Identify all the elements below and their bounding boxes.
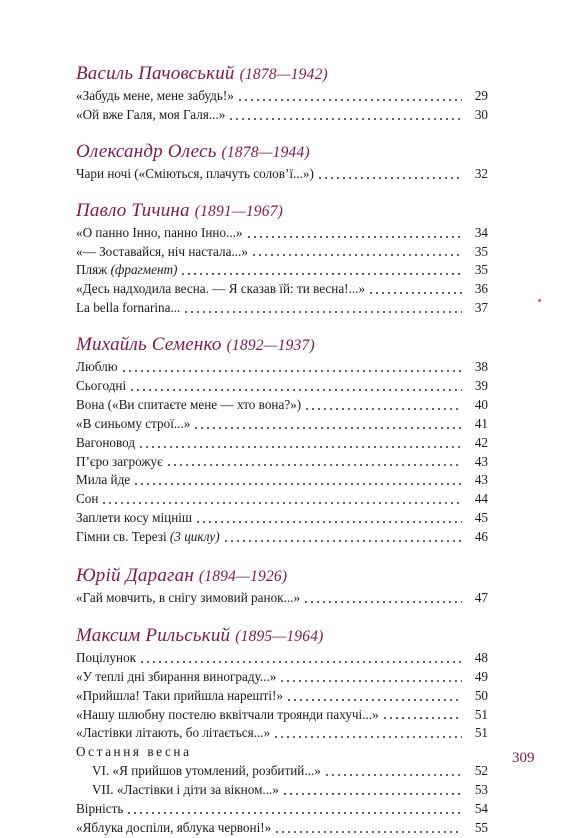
dot-leader: [121, 358, 462, 373]
entry-title-text: «Десь надходила весна. — Я сказав їй: ти весна!...»: [76, 281, 366, 297]
entry-title-text: La bella fornarina...: [76, 300, 181, 316]
dot-leader: [183, 299, 462, 314]
entry-title: [76, 800, 123, 819]
entry-title-text: «Прийшла! Таки прийшла нарешті!»: [76, 687, 284, 703]
entry-title: [76, 358, 118, 377]
entry-page-number: 35: [474, 262, 488, 278]
author-section: [76, 62, 488, 125]
entry-page-number: 32: [474, 165, 488, 181]
dot-leader: [223, 528, 462, 543]
entry-page-number: 48: [474, 649, 488, 665]
entry-title-text: «В синьому строї...»: [76, 415, 191, 431]
entry-page-number: 39: [474, 378, 488, 393]
entry-page-number: 40: [474, 396, 488, 412]
entry-page-number: 43: [474, 453, 488, 469]
entry-title-text: «Нашу шлюбну постелю вквітчали троянди пахучі...»: [76, 706, 379, 722]
entry-title: [76, 687, 283, 706]
entry-title-text: «Гай мовчить, в снігу зимовий ранок...»: [76, 590, 301, 606]
toc-entry[interactable]: [76, 87, 488, 106]
dot-leader: [126, 800, 462, 815]
author-section: [76, 140, 488, 184]
entry-title: [76, 471, 130, 490]
entry-title: [76, 528, 220, 547]
dot-leader: [286, 687, 462, 702]
author-name: Максим Рильський: [76, 624, 231, 646]
entry-title-note: (фрагмент): [107, 262, 178, 278]
dot-leader: [166, 452, 462, 467]
entry-title-text: Поцілунок: [76, 649, 137, 665]
toc-entry[interactable]: [76, 243, 488, 262]
entry-title: [76, 649, 136, 668]
dot-leader: [129, 377, 462, 392]
author-name: Михайль Семенко: [76, 334, 222, 356]
author-years: (1894—1926): [198, 568, 288, 586]
author-heading: [76, 333, 488, 358]
author-years: (1895—1964): [235, 627, 324, 645]
author-name: Василь Пачовський: [76, 63, 235, 84]
dot-leader: [228, 106, 462, 121]
author-heading: [76, 62, 488, 87]
toc-entry[interactable]: [76, 299, 488, 318]
entry-title-text: «Яблука доспіли, яблука червоні!»: [76, 819, 272, 835]
toc-entry[interactable]: [76, 396, 488, 415]
author-heading: [76, 199, 488, 224]
dot-leader: [195, 509, 462, 524]
entry-title: [76, 280, 365, 299]
dot-leader: [237, 87, 462, 102]
entry-page-number: 45: [474, 510, 488, 526]
entry-title-text: Сон: [76, 491, 99, 507]
author-heading: [76, 624, 488, 649]
entry-title: [76, 165, 314, 184]
entry-title: [76, 509, 192, 528]
entry-page-number: 49: [474, 668, 488, 684]
dot-leader: [317, 165, 462, 180]
entry-title: [92, 762, 321, 781]
entry-page-number: 54: [474, 801, 488, 817]
entry-title: [76, 819, 271, 838]
entry-title: [92, 781, 279, 800]
entry-title: [76, 724, 270, 743]
toc-entry[interactable]: [76, 668, 488, 687]
toc-entry[interactable]: [76, 589, 488, 608]
entry-title-text: «У теплі дні збирання винограду...»: [76, 668, 277, 684]
toc-entry[interactable]: [76, 453, 488, 472]
toc-entry[interactable]: [76, 649, 488, 668]
toc-entry[interactable]: [76, 261, 488, 280]
entry-title-text: Чари ночі («Сміються, плачуть солов’ї...»): [76, 165, 314, 181]
dot-leader: [133, 471, 462, 486]
toc-entry[interactable]: [76, 471, 488, 490]
entry-title-text: Пляж: [76, 262, 108, 278]
entry-title: [76, 377, 126, 396]
entry-title-text: Вагоновод: [76, 434, 136, 450]
entry-title: [76, 589, 300, 608]
entry-title-text: Мила йде: [76, 472, 131, 488]
entry-page-number: 36: [474, 281, 488, 297]
entry-page-number: 43: [474, 472, 488, 488]
entry-title: [76, 434, 135, 453]
author-years: (1878—1942): [239, 66, 328, 83]
entry-title-text: «Ластівки літають, бо літається...»: [76, 725, 271, 741]
entry-title-text: VI. «Я прийшов утомлений, розбитий...»: [92, 763, 321, 779]
entry-title-text: П’єро загрожує: [76, 453, 163, 469]
toc-entry[interactable]: [76, 106, 488, 125]
toc-entry[interactable]: [76, 415, 488, 434]
dot-leader: [101, 490, 462, 505]
entry-title: [76, 453, 163, 472]
entry-title: [76, 396, 301, 415]
toc-entry[interactable]: [76, 358, 488, 377]
dot-leader: [368, 280, 462, 295]
entry-title-note: (3 циклу): [166, 529, 220, 545]
author-years: (1891—1967): [194, 202, 284, 220]
toc-entry[interactable]: [76, 377, 488, 396]
entry-title-text: «Забудь мене, мене забудь!»: [76, 87, 234, 103]
toc-entry[interactable]: [76, 819, 488, 838]
author-heading: [76, 564, 488, 589]
entry-page-number: 47: [474, 590, 488, 606]
entry-page-number: 50: [474, 687, 488, 703]
author-heading: [76, 140, 488, 165]
dot-leader: [246, 224, 462, 239]
author-name: Юрій Дараган: [76, 565, 194, 587]
author-section: [76, 564, 488, 608]
author-years: (1892—1937): [226, 337, 315, 355]
dot-leader: [274, 819, 462, 834]
toc-entry[interactable]: [76, 165, 488, 184]
entry-title: [76, 299, 180, 318]
entry-title-text: Сьогодні: [76, 378, 127, 393]
entry-title-text: Гімни св. Терезі: [76, 529, 167, 545]
entry-page-number: 34: [474, 224, 488, 240]
entry-page-number: 38: [474, 359, 488, 375]
entry-title: [76, 706, 379, 725]
dot-leader: [251, 242, 462, 257]
dot-leader: [382, 705, 462, 720]
page-number: 309: [512, 750, 535, 766]
entry-title-text: Люблю: [76, 359, 118, 375]
entry-page-number: 52: [474, 763, 488, 779]
entry-page-number: 51: [474, 725, 488, 741]
toc-entry[interactable]: [76, 528, 488, 547]
dot-leader: [282, 781, 462, 796]
entry-title: [76, 415, 190, 434]
dot-leader: [303, 589, 462, 604]
entry-page-number: 29: [474, 87, 488, 103]
dot-leader: [180, 261, 462, 276]
toc-entry[interactable]: [76, 224, 488, 243]
dot-leader: [304, 396, 462, 411]
dot-leader: [193, 415, 462, 430]
dot-leader: [138, 434, 462, 449]
entry-page-number: 53: [474, 782, 488, 798]
cycle-subheading: Остання весна: [76, 744, 192, 760]
entry-title: [76, 261, 177, 280]
entry-page-number: 41: [474, 415, 488, 431]
dot-leader: [279, 668, 462, 683]
author-section: [76, 333, 488, 547]
entry-page-number: 44: [474, 491, 488, 507]
margin-mark: [538, 299, 541, 302]
entry-title-text: Заплети косу міцніш: [76, 510, 193, 526]
entry-page-number: 35: [474, 243, 488, 259]
entry-title: [76, 224, 243, 243]
toc-entry[interactable]: [76, 781, 488, 800]
author-name: Олександр Олесь: [76, 140, 217, 162]
toc-entry[interactable]: [76, 762, 488, 781]
entry-title: [76, 243, 248, 262]
dot-leader: [139, 649, 462, 664]
toc-entry[interactable]: [76, 434, 488, 453]
author-name: Павло Тичина: [76, 199, 190, 221]
entry-page-number: 37: [474, 300, 488, 316]
entry-page-number: 30: [474, 106, 488, 122]
entry-title-text: «О панно Інно, панно Інно...»: [76, 224, 243, 240]
author-section: [76, 199, 488, 318]
toc-entry[interactable]: [76, 280, 488, 299]
dot-leader: [324, 762, 462, 777]
entry-page-number: 46: [474, 529, 488, 545]
toc-entry[interactable]: [76, 509, 488, 528]
entry-page-number: 55: [474, 819, 488, 835]
entry-title: [76, 87, 234, 106]
entry-title-text: «— Зоставайся, ніч настала...»: [76, 243, 248, 259]
entry-title: [76, 490, 98, 509]
entry-title-text: VII. «Ластівки і діти за вікном...»: [92, 782, 279, 798]
dot-leader: [273, 724, 462, 739]
toc-entry[interactable]: [76, 706, 488, 725]
author-section: [76, 624, 488, 838]
toc-entry[interactable]: [76, 687, 488, 706]
entry-title-text: Вірність: [76, 801, 124, 817]
toc-entry[interactable]: [76, 724, 488, 743]
entry-page-number: 42: [474, 434, 488, 450]
entry-title-text: «Ой вже Галя, моя Галя...»: [76, 106, 226, 122]
entry-title: [76, 106, 225, 125]
table-of-contents: [76, 62, 488, 838]
toc-entry[interactable]: [76, 490, 488, 509]
entry-page-number: 51: [474, 706, 488, 722]
author-years: (1878—1944): [221, 143, 310, 161]
entry-title-text: Вона («Ви спитаєте мене — хто вона?»): [76, 396, 302, 412]
toc-entry[interactable]: [76, 800, 488, 819]
entry-title: [76, 668, 276, 687]
